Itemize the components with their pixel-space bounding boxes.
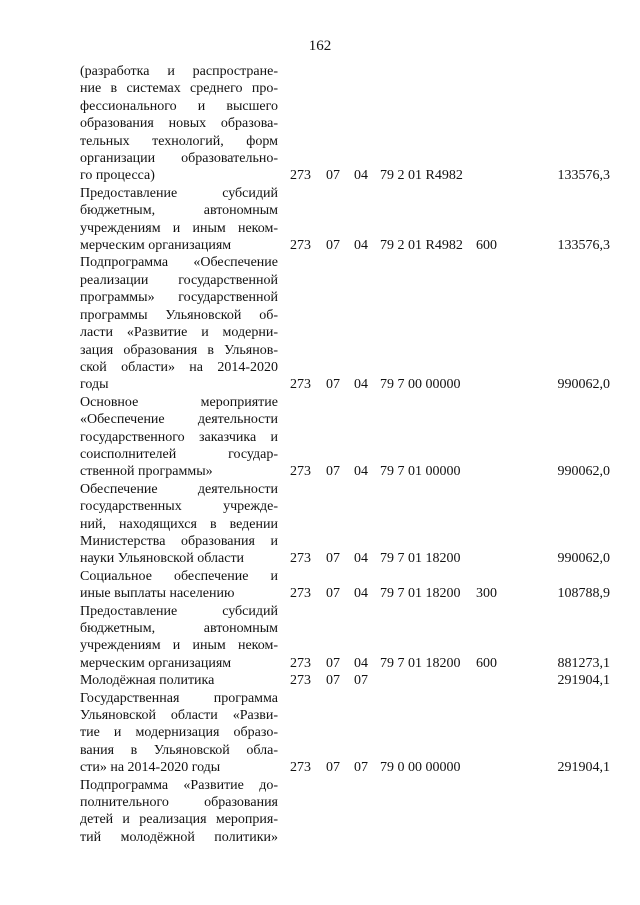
- amount: 990062,0: [557, 551, 610, 567]
- description-line: соисполнителей государ-: [80, 446, 278, 462]
- row-codes: [0, 672, 640, 689]
- row-codes: [0, 376, 640, 393]
- description-line: мерческим организациям: [80, 238, 232, 254]
- amount: 881273,1: [557, 655, 610, 671]
- subsection-code: 04: [354, 238, 368, 254]
- target-item-code: 79 0 00 00000: [380, 760, 461, 776]
- description-line: полнительного образования: [80, 795, 278, 811]
- table-row: [0, 481, 640, 568]
- description-line: государственного заказчика и: [80, 429, 278, 445]
- table-row: [0, 690, 640, 777]
- description-line: «Обеспечение деятельности: [80, 412, 278, 428]
- description-line: Обеспечение деятельности: [80, 481, 278, 497]
- expense-type-code: 300: [476, 586, 497, 602]
- description-line: науки Ульяновской области: [80, 551, 245, 567]
- row-codes: [0, 759, 640, 776]
- description-line: Социальное обеспечение и: [80, 568, 278, 584]
- ministry-code: 273: [290, 655, 311, 671]
- amount: 108788,9: [557, 586, 610, 602]
- section-code: 07: [326, 551, 340, 567]
- amount: 990062,0: [557, 377, 610, 393]
- subsection-code: 07: [354, 673, 368, 689]
- section-code: 07: [326, 238, 340, 254]
- row-codes: [0, 550, 640, 567]
- expense-type-code: 600: [476, 655, 497, 671]
- subsection-code: 04: [354, 655, 368, 671]
- table-row: [0, 63, 640, 185]
- description-line: Предоставление субсидий: [80, 185, 278, 201]
- description-line: Подпрограмма «Обеспечение: [80, 255, 278, 271]
- target-item-code: 79 7 00 00000: [380, 377, 461, 393]
- row-codes: [0, 463, 640, 480]
- row-codes: [0, 655, 640, 672]
- description-line: ласти «Развитие и модерни-: [80, 325, 278, 341]
- section-code: 07: [326, 464, 340, 480]
- page-number: 162: [308, 38, 332, 54]
- subsection-code: 04: [354, 586, 368, 602]
- target-item-code: 79 7 01 00000: [380, 464, 461, 480]
- description-line: зация образования в Ульянов-: [80, 342, 278, 358]
- target-item-code: 79 2 01 R4982: [380, 238, 463, 254]
- ministry-code: 273: [290, 551, 311, 567]
- section-code: 07: [326, 760, 340, 776]
- ministry-code: 273: [290, 464, 311, 480]
- row-description: [80, 777, 278, 847]
- description-line: ственной программы»: [80, 464, 213, 480]
- description-line: Государственная программа: [80, 690, 278, 706]
- table-row: [0, 394, 640, 481]
- table-row: [0, 254, 640, 393]
- description-line: Подпрограмма «Развитие до-: [80, 777, 278, 793]
- table-row: [0, 672, 640, 689]
- section-code: 07: [326, 655, 340, 671]
- description-line: детей и реализация мероприя-: [80, 812, 278, 828]
- amount: 291904,1: [557, 673, 610, 689]
- amount: 291904,1: [557, 760, 610, 776]
- description-line: сти» на 2014-2020 годы: [80, 760, 221, 776]
- description-line: Молодёжная политика: [80, 673, 215, 689]
- ministry-code: 273: [290, 586, 311, 602]
- description-line: учреждениям и иным неком-: [80, 220, 278, 236]
- description-line: го процесса): [80, 168, 155, 184]
- description-line: бюджетным, автономным: [80, 203, 278, 219]
- description-line: (разработка и распростране-: [80, 64, 278, 79]
- ministry-code: 273: [290, 760, 311, 776]
- subsection-code: 04: [354, 551, 368, 567]
- description-line: ние в системах среднего про-: [80, 81, 278, 97]
- budget-table: [0, 63, 640, 846]
- amount: 133576,3: [557, 238, 610, 254]
- description-line: образования новых образова-: [80, 116, 278, 132]
- description-line: тие и модернизация образо-: [80, 725, 278, 741]
- target-item-code: 79 7 01 18200: [380, 655, 461, 671]
- description-line: Основное мероприятие: [80, 394, 278, 410]
- description-line: тий молодёжной политики»: [80, 829, 278, 845]
- section-code: 07: [326, 673, 340, 689]
- table-row: [0, 568, 640, 603]
- row-codes: [0, 167, 640, 184]
- description-line: мерческим организациям: [80, 655, 232, 671]
- description-line: учреждениям и иным неком-: [80, 638, 278, 654]
- subsection-code: 04: [354, 377, 368, 393]
- target-item-code: 79 2 01 R4982: [380, 168, 463, 184]
- description-line: программы Ульяновской об-: [80, 307, 278, 323]
- ministry-code: 273: [290, 377, 311, 393]
- ministry-code: 273: [290, 168, 311, 184]
- row-description: [80, 254, 278, 393]
- description-line: Ульяновской области «Разви-: [80, 708, 278, 724]
- description-line: годы: [80, 377, 109, 393]
- description-line: государственных учрежде-: [80, 499, 278, 515]
- amount: 133576,3: [557, 168, 610, 184]
- target-item-code: 79 7 01 18200: [380, 586, 461, 602]
- subsection-code: 04: [354, 168, 368, 184]
- description-line: программы» государственной: [80, 290, 278, 306]
- description-line: Предоставление субсидий: [80, 603, 278, 619]
- amount: 990062,0: [557, 464, 610, 480]
- ministry-code: 273: [290, 673, 311, 689]
- row-codes: [0, 585, 640, 602]
- subsection-code: 07: [354, 760, 368, 776]
- subsection-code: 04: [354, 464, 368, 480]
- section-code: 07: [326, 168, 340, 184]
- description-line: фессионального и высшего: [80, 98, 278, 114]
- table-row: [0, 185, 640, 255]
- expense-type-code: 600: [476, 238, 497, 254]
- description-line: организации образовательно-: [80, 151, 278, 167]
- description-line: ской области» на 2014-2020: [80, 359, 278, 375]
- description-line: бюджетным, автономным: [80, 621, 278, 636]
- table-row: [0, 603, 640, 673]
- target-item-code: 79 7 01 18200: [380, 551, 461, 567]
- section-code: 07: [326, 586, 340, 602]
- description-line: ний, находящихся в ведении: [80, 516, 278, 532]
- description-line: иные выплаты населению: [80, 586, 235, 602]
- description-line: вания в Ульяновской обла-: [80, 742, 278, 758]
- description-line: тельных технологий, форм: [80, 133, 278, 149]
- row-codes: [0, 237, 640, 254]
- section-code: 07: [326, 377, 340, 393]
- table-row: [0, 777, 640, 847]
- description-line: Министерства образования и: [80, 533, 278, 549]
- description-line: реализации государственной: [80, 272, 278, 288]
- ministry-code: 273: [290, 238, 311, 254]
